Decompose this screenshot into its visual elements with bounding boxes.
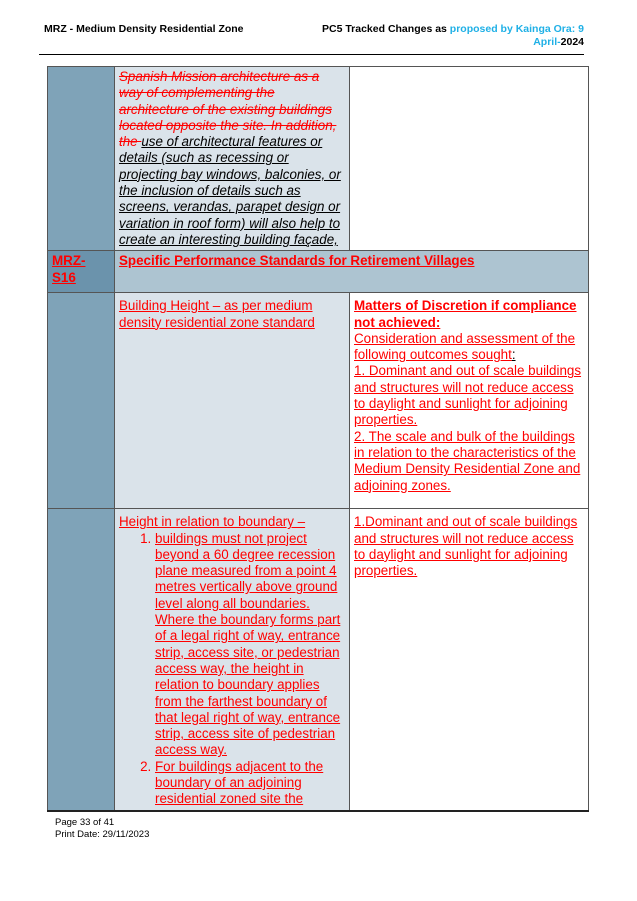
page-footer (55, 817, 149, 840)
standard-cell (115, 67, 350, 251)
section-code: MRZ-S16 (52, 253, 86, 285)
section-code-cell (48, 251, 115, 293)
header-year: 2024 (560, 36, 584, 48)
table-row-continuation (48, 67, 589, 251)
list-item: 2. For buildings adjacent to the boundary of an adjoining residential zoned site the (155, 759, 345, 808)
section-title-cell (115, 251, 589, 293)
discretion-heading: Matters of Discretion if compliance not achieved: (354, 298, 577, 330)
inserted-text: use of architectural features or details (such as recessing or projecting bay windows, balconies, or the inclusion of details such as screens, verandas, parapet design or variation in roof form) will also help to create an interesting building façade, (119, 134, 341, 247)
header-proposed-by: proposed by Kainga Ora: 9 (449, 23, 584, 35)
header-prefix: PC5 Tracked Changes as (321, 23, 450, 35)
header-month: April- (533, 36, 561, 48)
section-title: Specific Performance Standards for Retirement Villages (119, 253, 475, 269)
discretion-cell (350, 509, 589, 811)
standard-cell (115, 509, 350, 811)
code-cell (48, 293, 115, 509)
discretion-item: 2. The scale and bulk of the buildings in relation to the characteristics of the Medium Density Residential Zone and adjoining zones. (354, 428, 581, 493)
discretion-cell (350, 293, 589, 509)
hirb-heading: Height in relation to boundary – (119, 514, 306, 530)
deleted-text: Spanish Mission architecture as a way of complementing the architecture of the existing buildings located opposite the site. In addition, the (119, 69, 337, 150)
table-row-building-height (48, 293, 589, 509)
table-row-section-header (48, 251, 589, 293)
page-number: Page 33 of 41 (55, 817, 115, 828)
print-date: Print Date: 29/11/2023 (55, 828, 150, 840)
hirb-list (119, 531, 345, 808)
discretion-item: 1. Dominant and out of scale buildings and structures will not reduce access to daylight and sunlight for adjoining properties. (354, 363, 582, 428)
header-title: MRZ - Medium Density Residential Zone (44, 23, 244, 35)
list-item: 1. buildings must not project beyond a 60 degree recession plane measured from a point 4 metres vertically above ground level along all boundaries. Where the boundary forms part of a legal right of way, entrance strip, access site, or pedestrian access way, the height in relation to boundary applies from the farthest boundary of that legal right of way, entrance strip, access site of pedestrian access way. (155, 531, 345, 759)
code-cell (48, 67, 115, 251)
discretion-intro: Consideration and assessment of the following outcomes sought: (354, 330, 576, 363)
table-row-height-in-relation-to-boundary (48, 509, 589, 811)
hirb-outcome: 1.Dominant and out of scale buildings and structures will not reduce access to daylight and sunlight for adjoining properties. (354, 514, 578, 579)
standard-cell (115, 293, 350, 509)
header-tracked-changes (322, 23, 584, 49)
standards-table (47, 66, 589, 812)
discretion-cell (350, 67, 589, 251)
code-cell (48, 509, 115, 811)
header-divider (39, 54, 584, 55)
building-height-standard: Building Height – as per medium density residential zone standard (119, 298, 315, 330)
